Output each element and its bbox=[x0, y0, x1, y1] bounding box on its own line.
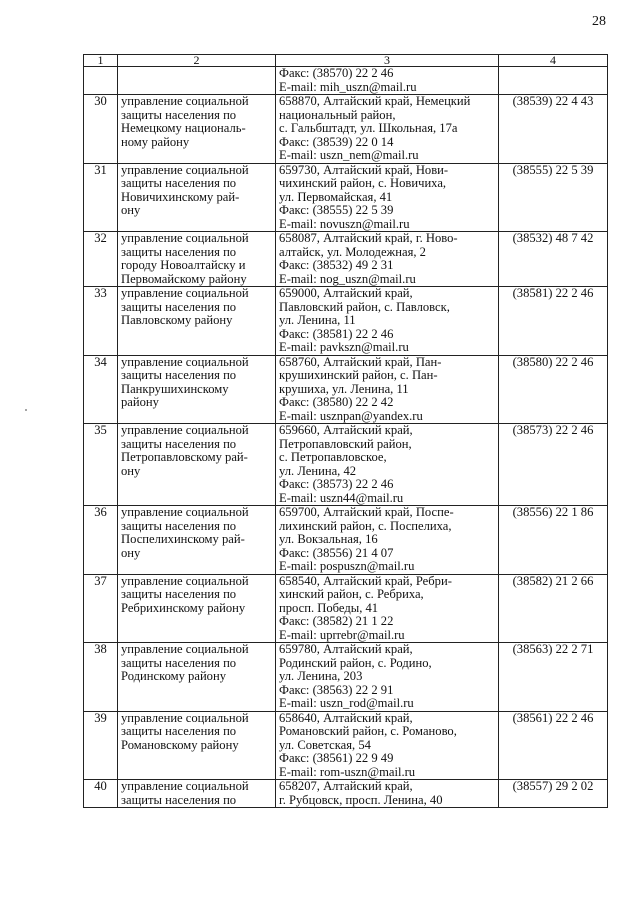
agency-name-line: защиты населения по bbox=[121, 244, 237, 259]
agency-name-line: Родинскому району bbox=[121, 669, 227, 683]
agency-name bbox=[118, 780, 276, 808]
phone-number: (38581) 22 2 46 bbox=[499, 287, 608, 356]
address-line: крушихинский район, с. Пан- bbox=[279, 368, 438, 382]
agency-name bbox=[118, 163, 276, 232]
row-number: 36 bbox=[84, 506, 118, 575]
address-line: Факс: (38573) 22 2 46 bbox=[279, 477, 394, 491]
address-line: Факс: (38532) 49 2 31 bbox=[279, 258, 394, 272]
row-number: 33 bbox=[84, 287, 118, 356]
address-line: лихинский район, с. Поспелиха, bbox=[279, 518, 452, 533]
address-line: Романовский район, с. Романово, bbox=[279, 724, 457, 738]
agency-name-line: управление социальной bbox=[121, 505, 249, 519]
agency-name-line: защиты населения по bbox=[121, 655, 237, 670]
agency-name-line: защиты населения по bbox=[121, 176, 237, 190]
agency-name bbox=[118, 574, 276, 643]
agency-name-line: управление социальной bbox=[121, 423, 249, 437]
agency-name bbox=[118, 95, 276, 164]
table-row bbox=[84, 95, 608, 164]
agency-name-line: Поспелихинскому рай- bbox=[121, 532, 245, 546]
address-line: 658870, Алтайский край, Немецкий bbox=[279, 94, 471, 108]
address-line: E-mail: uprrebr@mail.ru bbox=[279, 627, 405, 642]
header-col-1: 1 bbox=[84, 55, 118, 67]
table-row bbox=[84, 643, 608, 712]
table-row bbox=[84, 232, 608, 287]
agency-name-line: защиты населения по bbox=[121, 792, 237, 807]
address-line: Факс: (38555) 22 5 39 bbox=[279, 203, 394, 217]
address-line: г. Рубцовск, просп. Ленина, 40 bbox=[279, 792, 443, 807]
row-number: 37 bbox=[84, 574, 118, 643]
address-line: E-mail: nog_uszn@mail.ru bbox=[279, 271, 416, 286]
agency-address bbox=[276, 711, 499, 780]
agency-name-line: ному району bbox=[121, 134, 190, 149]
address-line: Павловский район, с. Павловск, bbox=[279, 299, 450, 314]
header-col-3: 3 bbox=[276, 55, 499, 67]
address-line: 659780, Алтайский край, bbox=[279, 642, 413, 656]
address-line: Родинский район, с. Родино, bbox=[279, 655, 432, 670]
agency-address bbox=[276, 232, 499, 287]
agency-name-line: Петропавловскому рай- bbox=[121, 450, 248, 464]
address-line: с. Петропавловское, bbox=[279, 450, 387, 464]
agency-name-line: Панкрушихинскому bbox=[121, 381, 229, 396]
phone-number: (38582) 21 2 66 bbox=[499, 574, 608, 643]
agency-address bbox=[276, 424, 499, 506]
agency-name-line: району bbox=[121, 395, 159, 409]
agency-name-line: управление социальной bbox=[121, 710, 249, 725]
agency-name-line: защиты населения по bbox=[121, 518, 237, 533]
agency-address bbox=[276, 163, 499, 232]
address-line: Петропавловский район, bbox=[279, 436, 412, 451]
table-row bbox=[84, 711, 608, 780]
agency-name-line: городу Новоалтайску и bbox=[121, 258, 246, 272]
address-line: Факс: (38582) 21 1 22 bbox=[279, 614, 394, 628]
phone-number: (38556) 22 1 86 bbox=[499, 506, 608, 575]
agency-name-line: управление социальной bbox=[121, 573, 249, 588]
address-line: 659000, Алтайский край, bbox=[279, 286, 413, 300]
address-line: E-mail: novuszn@mail.ru bbox=[279, 216, 410, 231]
table-row bbox=[84, 574, 608, 643]
phone-number: (38539) 22 4 43 bbox=[499, 95, 608, 164]
address-line: Факс: (38539) 22 0 14 bbox=[279, 134, 394, 149]
agency-name bbox=[118, 506, 276, 575]
agency-address bbox=[276, 95, 499, 164]
row-number: 34 bbox=[84, 355, 118, 424]
address-line: Факс: (38581) 22 2 46 bbox=[279, 326, 394, 341]
agency-name-line: Новичихинскому рай- bbox=[121, 189, 240, 204]
agency-address bbox=[276, 643, 499, 712]
agency-name-line: управление социальной bbox=[121, 779, 249, 793]
address-line: крушиха, ул. Ленина, 11 bbox=[279, 381, 409, 396]
table-row bbox=[84, 287, 608, 356]
table-row bbox=[84, 355, 608, 424]
agency-name-line: Павловскому району bbox=[121, 313, 233, 327]
address-line: ул. Первомайская, 41 bbox=[279, 189, 393, 204]
phone-number bbox=[499, 67, 608, 95]
agency-name-line: управление социальной bbox=[121, 231, 249, 245]
address-line: 658087, Алтайский край, г. Ново- bbox=[279, 231, 458, 245]
address-line: E-mail: usznpan@yandex.ru bbox=[279, 408, 423, 423]
address-line: хинский район, с. Ребриха, bbox=[279, 587, 424, 601]
phone-number: (38532) 48 7 42 bbox=[499, 232, 608, 287]
agency-address bbox=[276, 287, 499, 356]
agency-name bbox=[118, 232, 276, 287]
agency-address bbox=[276, 780, 499, 808]
agency-address bbox=[276, 355, 499, 424]
agency-name-line: Романовскому району bbox=[121, 737, 239, 752]
agency-table bbox=[83, 54, 608, 808]
phone-number: (38561) 22 2 46 bbox=[499, 711, 608, 780]
table-row bbox=[84, 67, 608, 95]
address-line: ул. Ленина, 203 bbox=[279, 669, 363, 683]
address-line: E-mail: uszn_nem@mail.ru bbox=[279, 148, 419, 162]
header-col-4: 4 bbox=[499, 55, 608, 67]
agency-name-line: управление социальной bbox=[121, 642, 249, 656]
agency-name-line: ону bbox=[121, 545, 141, 560]
address-line: Факс: (38563) 22 2 91 bbox=[279, 682, 394, 697]
address-line: ул. Вокзальная, 16 bbox=[279, 532, 378, 546]
table-row bbox=[84, 780, 608, 808]
header-row bbox=[84, 55, 608, 67]
agency-name-line: защиты населения по bbox=[121, 436, 237, 451]
address-line: 658207, Алтайский край, bbox=[279, 779, 413, 793]
address-line: E-mail: pospuszn@mail.ru bbox=[279, 559, 415, 573]
address-line: алтайск, ул. Молодежная, 2 bbox=[279, 244, 426, 259]
agency-name bbox=[118, 355, 276, 424]
agency-address bbox=[276, 67, 499, 95]
agency-name-line: защиты населения по bbox=[121, 724, 237, 738]
address-line: чихинский район, с. Новичиха, bbox=[279, 176, 447, 190]
row-number: 35 bbox=[84, 424, 118, 506]
agency-name-line: управление социальной bbox=[121, 94, 249, 108]
address-line: Факс: (38570) 22 2 46 bbox=[279, 66, 394, 80]
address-line: ул. Ленина, 42 bbox=[279, 463, 357, 478]
agency-name-line: Первомайскому району bbox=[121, 271, 247, 286]
row-number bbox=[84, 67, 118, 95]
agency-name-line: Ребрихинскому району bbox=[121, 600, 246, 615]
address-line: национальный район, bbox=[279, 107, 396, 122]
agency-address bbox=[276, 574, 499, 643]
phone-number: (38580) 22 2 46 bbox=[499, 355, 608, 424]
address-line: Факс: (38561) 22 9 49 bbox=[279, 751, 394, 765]
phone-number: (38557) 29 2 02 bbox=[499, 780, 608, 808]
agency-name-line: управление социальной bbox=[121, 286, 249, 300]
address-line: Факс: (38580) 22 2 42 bbox=[279, 395, 394, 409]
row-number: 38 bbox=[84, 643, 118, 712]
agency-name bbox=[118, 711, 276, 780]
address-line: E-mail: mih_uszn@mail.ru bbox=[279, 79, 417, 94]
table-body bbox=[84, 55, 608, 808]
agency-name-line: защиты населения по bbox=[121, 587, 237, 601]
phone-number: (38555) 22 5 39 bbox=[499, 163, 608, 232]
address-line: 658640, Алтайский край, bbox=[279, 710, 413, 725]
row-number: 39 bbox=[84, 711, 118, 780]
address-line: 659660, Алтайский край, bbox=[279, 423, 413, 437]
table-row bbox=[84, 506, 608, 575]
agency-name-line: управление социальной bbox=[121, 354, 249, 369]
address-line: E-mail: uszn44@mail.ru bbox=[279, 490, 404, 505]
address-line: с. Гальбштадт, ул. Школьная, 17а bbox=[279, 121, 458, 135]
agency-name bbox=[118, 424, 276, 506]
address-line: ул. Ленина, 11 bbox=[279, 313, 356, 327]
phone-number: (38573) 22 2 46 bbox=[499, 424, 608, 506]
agency-name-line: защиты населения по bbox=[121, 107, 237, 122]
agency-name-line: управление социальной bbox=[121, 162, 249, 177]
header-col-2: 2 bbox=[118, 55, 276, 67]
scan-speck bbox=[25, 409, 27, 411]
phone-number: (38563) 22 2 71 bbox=[499, 643, 608, 712]
address-line: 659700, Алтайский край, Поспе- bbox=[279, 505, 454, 519]
agency-address bbox=[276, 506, 499, 575]
agency-name-line: защиты населения по bbox=[121, 368, 237, 382]
table-row bbox=[84, 163, 608, 232]
agency-name-line: защиты населения по bbox=[121, 299, 237, 314]
address-line: 658540, Алтайский край, Ребри- bbox=[279, 573, 452, 588]
address-line: ул. Советская, 54 bbox=[279, 737, 371, 752]
agency-name bbox=[118, 643, 276, 712]
row-number: 31 bbox=[84, 163, 118, 232]
row-number: 32 bbox=[84, 232, 118, 287]
row-number: 40 bbox=[84, 780, 118, 808]
row-number: 30 bbox=[84, 95, 118, 164]
address-line: 658760, Алтайский край, Пан- bbox=[279, 354, 442, 369]
agency-name bbox=[118, 287, 276, 356]
address-line: просп. Победы, 41 bbox=[279, 600, 379, 615]
address-line: E-mail: pavkszn@mail.ru bbox=[279, 340, 409, 354]
address-line: 659730, Алтайский край, Нови- bbox=[279, 162, 449, 177]
address-line: E-mail: uszn_rod@mail.ru bbox=[279, 696, 414, 710]
address-line: Факс: (38556) 21 4 07 bbox=[279, 545, 394, 560]
agency-name-line: Немецкому националь- bbox=[121, 121, 246, 135]
agency-name bbox=[118, 67, 276, 95]
table-row bbox=[84, 424, 608, 506]
agency-name-line: ону bbox=[121, 203, 141, 217]
agency-name-line: ону bbox=[121, 463, 141, 478]
address-line: E-mail: rom-uszn@mail.ru bbox=[279, 764, 416, 779]
page-number: 28 bbox=[592, 14, 606, 29]
